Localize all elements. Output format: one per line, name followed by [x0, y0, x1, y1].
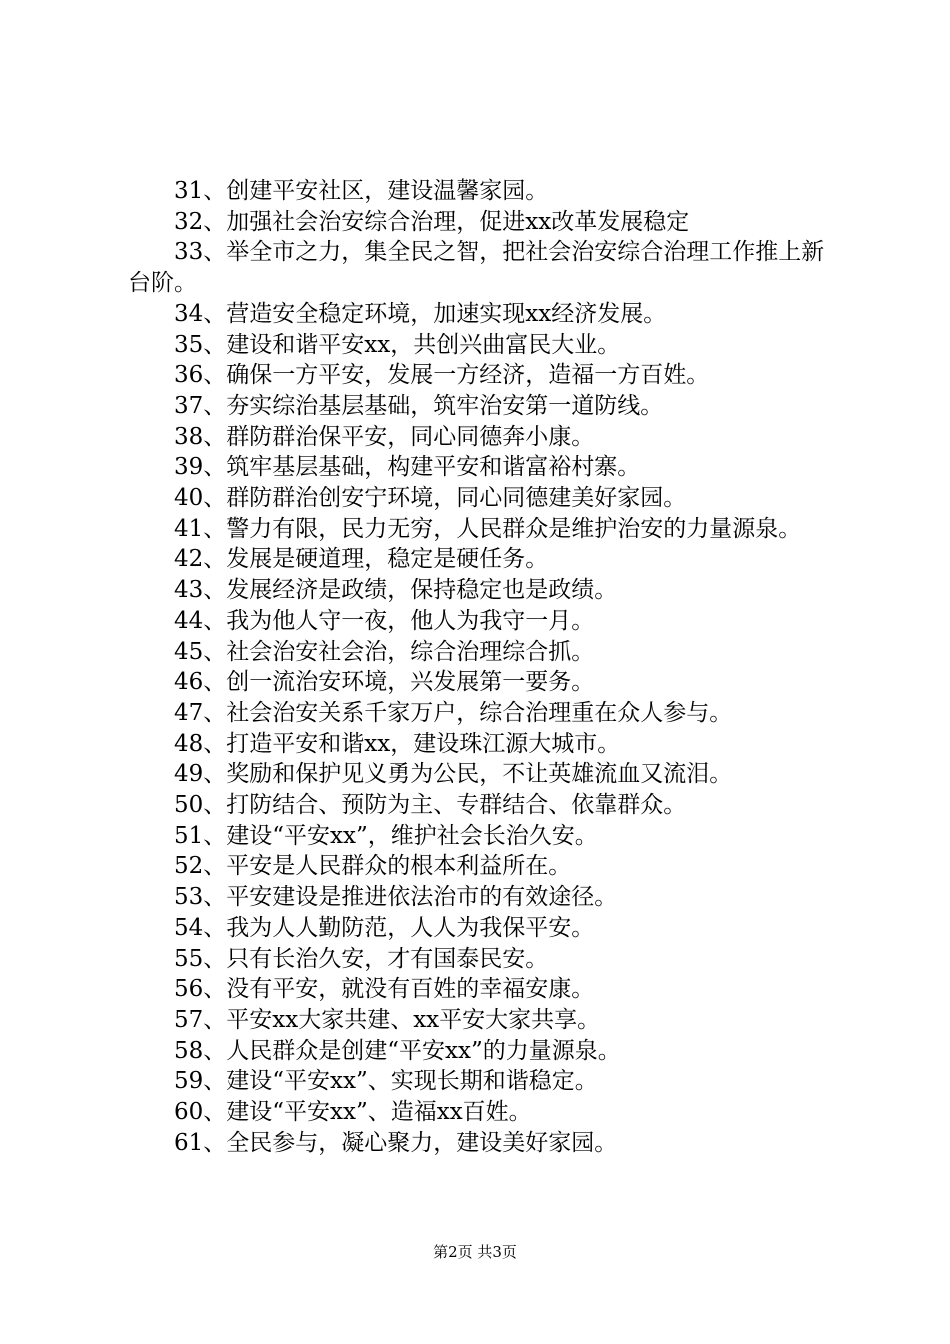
page-number: 第2页 共3页	[433, 1243, 517, 1261]
list-item: 59、建设“平安xx”、实现长期和谐稳定。	[174, 1068, 598, 1095]
list-item: 31、创建平安社区，建设温馨家园。	[174, 178, 549, 204]
list-item: 49、奖励和保护见义勇为公民，不让英雄流血又流泪。	[174, 761, 733, 788]
list-item: 39、筑牢基层基础，构建平安和谐富裕村寨。	[174, 454, 641, 481]
list-item: 41、警力有限，民力无穷，人民群众是维护治安的力量源泉。	[174, 515, 802, 542]
list-item: 60、建设“平安xx”、造福xx百姓。	[174, 1099, 532, 1126]
list-item: 32、加强社会治安综合治理，促进xx改革发展稳定	[174, 208, 690, 235]
slogan-list	[128, 176, 833, 1159]
page-footer	[0, 1242, 950, 1262]
list-item: 56、没有平安，就没有百姓的幸福安康。	[174, 976, 595, 1003]
list-item: 46、创一流治安环境，兴发展第一要务。	[174, 669, 595, 696]
list-item: 45、社会治安社会治，综合治理综合抓。	[174, 638, 595, 665]
list-item: 54、我为人人勤防范，人人为我保平安。	[174, 914, 595, 941]
list-item: 53、平安建设是推进依法治市的有效途径。	[174, 884, 618, 911]
list-item: 36、确保一方平安，发展一方经济，造福一方百姓。	[174, 362, 710, 389]
list-item: 48、打造平安和谐xx，建设珠江源大城市。	[174, 730, 621, 757]
list-item: 33、举全市之力，集全民之智，把社会治安综合治理工作推上新台阶。	[128, 239, 825, 297]
list-item: 42、发展是硬道理，稳定是硬任务。	[174, 546, 549, 573]
list-item: 52、平安是人民群众的根本利益所在。	[174, 853, 572, 880]
list-item: 51、建设“平安xx”，维护社会长治久安。	[174, 822, 598, 849]
list-item: 47、社会治安关系千家万户，综合治理重在众人参与。	[174, 699, 733, 726]
list-item: 57、平安xx大家共建、xx平安大家共享。	[174, 1006, 601, 1033]
list-item: 37、夯实综治基层基础，筑牢治安第一道防线。	[174, 392, 664, 419]
list-item: 50、打防结合、预防为主、专群结合、依靠群众。	[174, 792, 687, 819]
list-item: 43、发展经济是政绩，保持稳定也是政绩。	[174, 577, 618, 604]
list-item: 44、我为他人守一夜，他人为我守一月。	[174, 607, 595, 634]
list-item: 61、全民参与，凝心聚力，建设美好家园。	[174, 1129, 618, 1156]
list-item: 58、人民群众是创建“平安xx”的力量源泉。	[174, 1037, 621, 1064]
list-item: 35、建设和谐平安xx，共创兴曲富民大业。	[174, 331, 621, 358]
list-item: 38、群防群治保平安，同心同德奔小康。	[174, 423, 595, 450]
list-item: 55、只有长治久安，才有国泰民安。	[174, 945, 549, 972]
list-item: 34、营造安全稳定环境，加速实现xx经济发展。	[174, 300, 667, 327]
list-item: 40、群防群治创安宁环境，同心同德建美好家园。	[174, 485, 687, 512]
